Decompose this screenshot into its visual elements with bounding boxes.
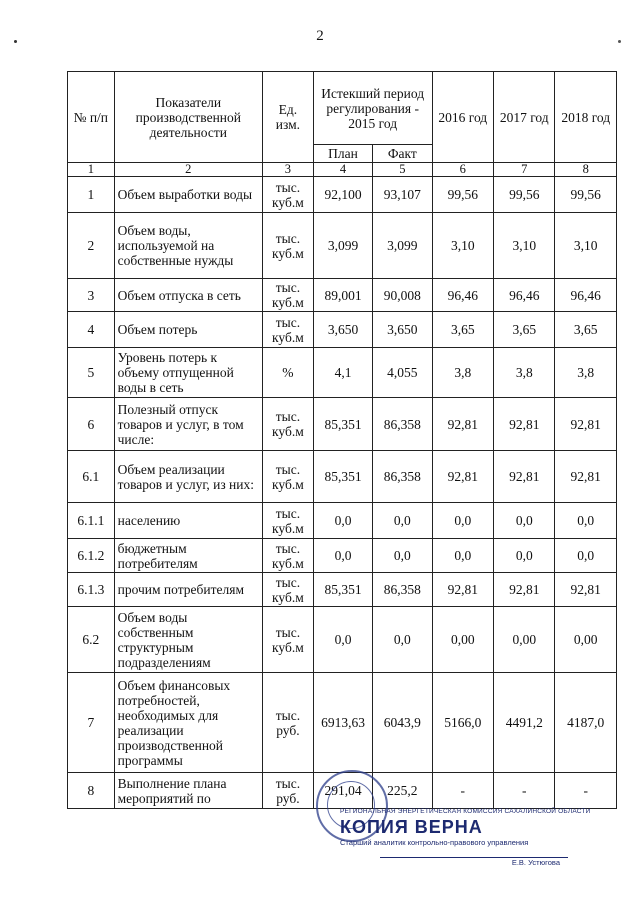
row-unit: тыс. куб.м <box>262 177 313 213</box>
row-2018: 0,00 <box>555 607 617 673</box>
header-period: Истекший период регулирования - 2015 год <box>313 72 432 145</box>
table-row <box>68 573 617 607</box>
header-fact: Факт <box>373 145 432 163</box>
row-number: 6.2 <box>68 607 115 673</box>
column-index: 5 <box>373 163 432 177</box>
row-2018: 92,81 <box>555 398 617 451</box>
table-row <box>68 503 617 539</box>
row-plan: 3,099 <box>313 213 372 279</box>
row-2018: 3,65 <box>555 312 617 348</box>
row-2017: - <box>494 773 555 809</box>
row-2017: 3,10 <box>494 213 555 279</box>
row-number: 7 <box>68 673 115 773</box>
table-row <box>68 279 617 312</box>
row-indicator: Объем отпуска в сеть <box>114 279 262 312</box>
production-table <box>67 71 617 809</box>
column-index: 3 <box>262 163 313 177</box>
row-2016: 99,56 <box>432 177 493 213</box>
row-number: 6 <box>68 398 115 451</box>
column-index: 8 <box>555 163 617 177</box>
row-number: 6.1.3 <box>68 573 115 607</box>
row-2017: 3,65 <box>494 312 555 348</box>
row-fact: 0,0 <box>373 539 432 573</box>
row-plan: 89,001 <box>313 279 372 312</box>
table-header-row <box>68 72 617 145</box>
row-plan: 291,04 <box>313 773 372 809</box>
row-indicator: Объем потерь <box>114 312 262 348</box>
table-row <box>68 312 617 348</box>
row-2016: 5166,0 <box>432 673 493 773</box>
row-2017: 4491,2 <box>494 673 555 773</box>
row-2017: 92,81 <box>494 398 555 451</box>
row-plan: 0,0 <box>313 539 372 573</box>
row-plan: 0,0 <box>313 607 372 673</box>
row-indicator: Полезный отпуск товаров и услуг, в том числе: <box>114 398 262 451</box>
row-2016: - <box>432 773 493 809</box>
row-plan: 4,1 <box>313 348 372 398</box>
row-unit: тыс. куб.м <box>262 213 313 279</box>
row-2016: 92,81 <box>432 451 493 503</box>
row-plan: 6913,63 <box>313 673 372 773</box>
row-unit: тыс. руб. <box>262 773 313 809</box>
row-unit: тыс. куб.м <box>262 607 313 673</box>
row-fact: 0,0 <box>373 607 432 673</box>
row-2018: 99,56 <box>555 177 617 213</box>
header-unit: Ед. изм. <box>262 72 313 163</box>
header-plan: План <box>313 145 372 163</box>
header-2016: 2016 год <box>432 72 493 163</box>
row-unit: тыс. куб.м <box>262 573 313 607</box>
row-unit: тыс. куб.м <box>262 451 313 503</box>
row-plan: 85,351 <box>313 398 372 451</box>
row-fact: 86,358 <box>373 451 432 503</box>
row-2017: 99,56 <box>494 177 555 213</box>
column-index-row <box>68 163 617 177</box>
table-row <box>68 213 617 279</box>
row-2018: 0,0 <box>555 539 617 573</box>
row-plan: 92,100 <box>313 177 372 213</box>
row-2016: 3,8 <box>432 348 493 398</box>
row-number: 1 <box>68 177 115 213</box>
header-2018: 2018 год <box>555 72 617 163</box>
row-2016: 3,65 <box>432 312 493 348</box>
row-2017: 0,0 <box>494 539 555 573</box>
row-2017: 96,46 <box>494 279 555 312</box>
row-fact: 86,358 <box>373 398 432 451</box>
row-unit: тыс. руб. <box>262 673 313 773</box>
row-2018: 0,0 <box>555 503 617 539</box>
row-2016: 0,0 <box>432 503 493 539</box>
table-row <box>68 607 617 673</box>
row-2017: 3,8 <box>494 348 555 398</box>
row-2016: 0,0 <box>432 539 493 573</box>
certification-stamp <box>340 808 591 867</box>
row-indicator: Объем воды, используемой на собственные нужды <box>114 213 262 279</box>
row-fact: 86,358 <box>373 573 432 607</box>
row-2016: 96,46 <box>432 279 493 312</box>
table-row <box>68 673 617 773</box>
table-row <box>68 348 617 398</box>
row-2017: 92,81 <box>494 573 555 607</box>
row-number: 5 <box>68 348 115 398</box>
row-2016: 3,10 <box>432 213 493 279</box>
row-2018: 3,8 <box>555 348 617 398</box>
row-2016: 0,00 <box>432 607 493 673</box>
row-number: 3 <box>68 279 115 312</box>
table-row <box>68 451 617 503</box>
punch-mark <box>14 40 17 43</box>
row-indicator: Выполнение плана мероприятий по <box>114 773 262 809</box>
row-unit: % <box>262 348 313 398</box>
row-plan: 85,351 <box>313 573 372 607</box>
row-number: 6.1.2 <box>68 539 115 573</box>
row-indicator: Объем воды собственным структурным подразделениям <box>114 607 262 673</box>
row-2017: 0,00 <box>494 607 555 673</box>
row-plan: 85,351 <box>313 451 372 503</box>
row-unit: тыс. куб.м <box>262 503 313 539</box>
column-index: 7 <box>494 163 555 177</box>
row-unit: тыс. куб.м <box>262 279 313 312</box>
row-indicator: Объем выработки воды <box>114 177 262 213</box>
row-unit: тыс. куб.м <box>262 539 313 573</box>
stamp-title: КОПИЯ ВЕРНА <box>340 817 483 837</box>
row-2017: 0,0 <box>494 503 555 539</box>
row-plan: 3,650 <box>313 312 372 348</box>
column-index: 6 <box>432 163 493 177</box>
row-2018: - <box>555 773 617 809</box>
header-indicator: Показатели производственной деятельности <box>114 72 262 163</box>
table-row <box>68 177 617 213</box>
row-indicator: населению <box>114 503 262 539</box>
row-indicator: прочим потребителям <box>114 573 262 607</box>
stamp-organization: РЕГИОНАЛЬНАЯ ЭНЕРГЕТИЧЕСКАЯ КОМИССИЯ САХАЛИНСКОЙ ОБЛАСТИ <box>340 808 591 815</box>
stamp-position: Старший аналитик контрольно-правового управления <box>340 838 529 847</box>
row-indicator: Объем реализации товаров и услуг, из них: <box>114 451 262 503</box>
row-number: 2 <box>68 213 115 279</box>
row-indicator: Объем финансовых потребностей, необходимых для реализации производственной программы <box>114 673 262 773</box>
header-2017: 2017 год <box>494 72 555 163</box>
column-index: 1 <box>68 163 115 177</box>
row-fact: 0,0 <box>373 503 432 539</box>
row-indicator: Уровень потерь к объему отпущенной воды в сеть <box>114 348 262 398</box>
row-number: 4 <box>68 312 115 348</box>
row-number: 6.1.1 <box>68 503 115 539</box>
table-row <box>68 539 617 573</box>
punch-mark <box>618 40 621 43</box>
row-2016: 92,81 <box>432 573 493 607</box>
row-2018: 92,81 <box>555 451 617 503</box>
column-index: 4 <box>313 163 372 177</box>
column-index: 2 <box>114 163 262 177</box>
row-indicator: бюджетным потребителям <box>114 539 262 573</box>
page-number: 2 <box>316 28 324 44</box>
row-2018: 92,81 <box>555 573 617 607</box>
row-2017: 92,81 <box>494 451 555 503</box>
row-unit: тыс. куб.м <box>262 312 313 348</box>
row-fact: 3,099 <box>373 213 432 279</box>
row-plan: 0,0 <box>313 503 372 539</box>
row-2018: 4187,0 <box>555 673 617 773</box>
row-2016: 92,81 <box>432 398 493 451</box>
header-no: № п/п <box>68 72 115 163</box>
row-2018: 96,46 <box>555 279 617 312</box>
row-number: 6.1 <box>68 451 115 503</box>
row-fact: 3,650 <box>373 312 432 348</box>
row-unit: тыс. куб.м <box>262 398 313 451</box>
row-number: 8 <box>68 773 115 809</box>
row-fact: 225,2 <box>373 773 432 809</box>
table-row <box>68 398 617 451</box>
stamp-signer: Е.В. Устюгова <box>380 857 568 867</box>
row-fact: 93,107 <box>373 177 432 213</box>
row-fact: 90,008 <box>373 279 432 312</box>
row-fact: 4,055 <box>373 348 432 398</box>
row-fact: 6043,9 <box>373 673 432 773</box>
row-2018: 3,10 <box>555 213 617 279</box>
